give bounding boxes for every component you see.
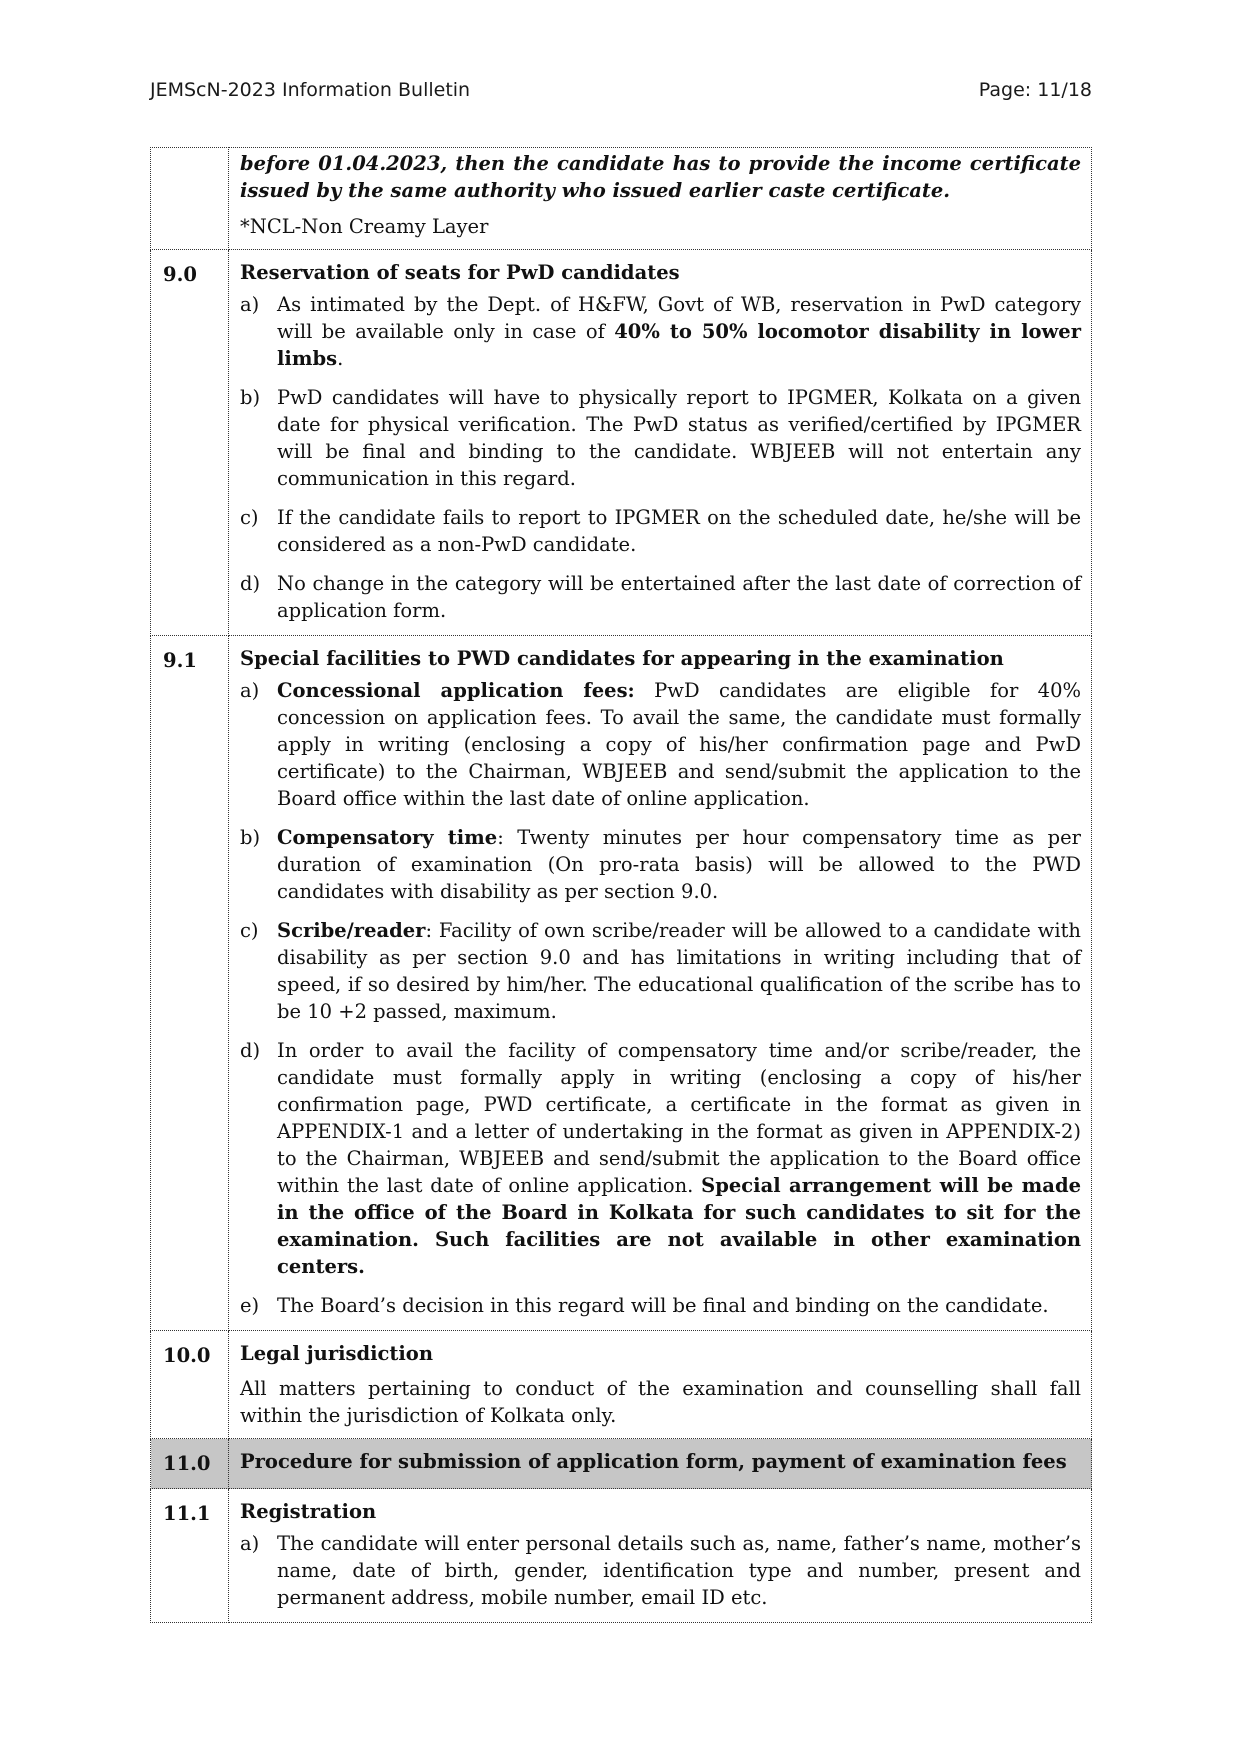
list-item <box>240 1292 1081 1319</box>
item-list <box>240 1530 1081 1611</box>
section-heading: Registration <box>240 1500 377 1523</box>
item-text: PwD candidates are eligible for 40% concession on application fees. To avail the same, the candidate must formally apply in writing (enclosing a copy of his/her confirmation page and PwD certificate) to the Chairman, WBJEEB and send/submit the application to the Board office within the last date of online application. <box>277 679 1082 810</box>
item-marker: a) <box>240 293 260 316</box>
item-marker: b) <box>240 386 261 409</box>
item-text-bold: 40% to 50% locomotor disability in lower limbs <box>277 320 1081 370</box>
list-item <box>240 677 1081 812</box>
section-number: 11.0 <box>151 1439 229 1489</box>
ncl-footnote: *NCL-Non Creamy Layer <box>240 215 489 238</box>
item-text: In order to avail the facility of compensatory time and/or scribe/reader, the candidate must formally apply in writing (enclosing a copy of his/her confirmation page, PWD certificate, a certificate in the format as given in APPENDIX-1 and a letter of undertaking in the format as given in APPENDIX-2) to the Chairman, WBJEEB and send/submit the application to the Board office within the last date of online application. <box>277 1039 1081 1197</box>
list-item <box>240 824 1081 905</box>
page-header <box>150 79 1092 109</box>
list-item <box>240 570 1081 624</box>
item-marker: c) <box>240 919 259 942</box>
section-number: 9.1 <box>151 636 229 1331</box>
section-body <box>229 636 1092 1331</box>
list-item <box>240 504 1081 558</box>
section-heading: Legal jurisdiction <box>240 1342 433 1365</box>
continuation-row <box>151 148 1092 250</box>
section-row-9-0 <box>151 250 1092 636</box>
item-lead: Concessional application fees: <box>277 679 635 702</box>
list-item <box>240 1530 1081 1611</box>
item-marker: a) <box>240 1532 260 1555</box>
item-list <box>240 291 1081 624</box>
page-number: Page: 11/18 <box>978 79 1092 101</box>
item-marker: d) <box>240 572 261 595</box>
item-text: As intimated by the Dept. of H&FW, Govt of WB, reservation in PwD category will be available only in case of <box>277 293 1081 343</box>
section-heading: Special facilities to PWD candidates for appearing in the examination <box>240 647 1004 670</box>
item-text: The candidate will enter personal details such as, name, father’s name, mother’s name, date of birth, gender, identification type and number, present and permanent address, mobile number, email ID etc. <box>277 1532 1081 1609</box>
item-lead: Compensatory time <box>277 826 498 849</box>
item-list <box>240 677 1081 1319</box>
item-lead: Scribe/reader <box>277 919 426 942</box>
section-number: 11.1 <box>151 1489 229 1623</box>
item-marker: d) <box>240 1039 261 1062</box>
section-body <box>229 1439 1092 1489</box>
section-row-9-1 <box>151 636 1092 1331</box>
item-marker: b) <box>240 826 261 849</box>
section-row-10-0 <box>151 1331 1092 1439</box>
list-item <box>240 384 1081 492</box>
section-paragraph: All matters pertaining to conduct of the examination and counselling shall fall within the jurisdiction of Kolkata only. <box>240 1377 1081 1427</box>
item-text: : Facility of own scribe/reader will be allowed to a candidate with disability as per section 9.0 and has limitations in writing including that of speed, if so desired by him/her. The educational qualification of the scribe has to be 10 +2 passed, maximum. <box>277 919 1081 1023</box>
section-body <box>229 250 1092 636</box>
item-text: If the candidate fails to report to IPGMER on the scheduled date, he/she will be considered as a non-PwD candidate. <box>277 506 1081 556</box>
section-row-11-0 <box>151 1439 1092 1489</box>
section-row-11-1 <box>151 1489 1092 1623</box>
section-number-cell <box>151 148 229 250</box>
item-text: No change in the category will be entertained after the last date of correction of application form. <box>277 572 1081 622</box>
section-heading: Reservation of seats for PwD candidates <box>240 261 680 284</box>
item-marker: a) <box>240 679 260 702</box>
section-body <box>229 1489 1092 1623</box>
section-number: 10.0 <box>151 1331 229 1439</box>
section-heading: Procedure for submission of application form, payment of examination fees <box>240 1450 1067 1473</box>
item-text: : Twenty minutes per hour compensatory time as per duration of examination (On pro-rata basis) will be allowed to the PWD candidates with disability as per section 9.0. <box>277 826 1081 903</box>
bulletin-title: JEMScN-2023 Information Bulletin <box>150 79 471 101</box>
item-marker: e) <box>240 1294 260 1317</box>
item-text: . <box>337 347 344 370</box>
list-item <box>240 917 1081 1025</box>
section-number: 9.0 <box>151 250 229 636</box>
item-text-bold: Special arrangement will be made in the office of the Board in Kolkata for such candidates to sit for the examination. Such facilities are not available in other examination centers. <box>277 1174 1081 1278</box>
list-item <box>240 291 1081 372</box>
item-marker: c) <box>240 506 259 529</box>
section-body <box>229 1331 1092 1439</box>
list-item <box>240 1037 1081 1280</box>
item-text: The Board’s decision in this regard will be final and binding on the candidate. <box>277 1294 1049 1317</box>
section-body <box>229 148 1092 250</box>
income-certificate-note: before 01.04.2023, then the candidate has to provide the income certificate issued by the same authority who issued earlier caste certificate. <box>240 152 1081 202</box>
item-text: PwD candidates will have to physically report to IPGMER, Kolkata on a given date for physical verification. The PwD status as verified/certified by IPGMER will be final and binding to the candidate. WBJEEB will not entertain any communication in this regard. <box>277 386 1081 490</box>
bulletin-table <box>150 147 1092 1623</box>
